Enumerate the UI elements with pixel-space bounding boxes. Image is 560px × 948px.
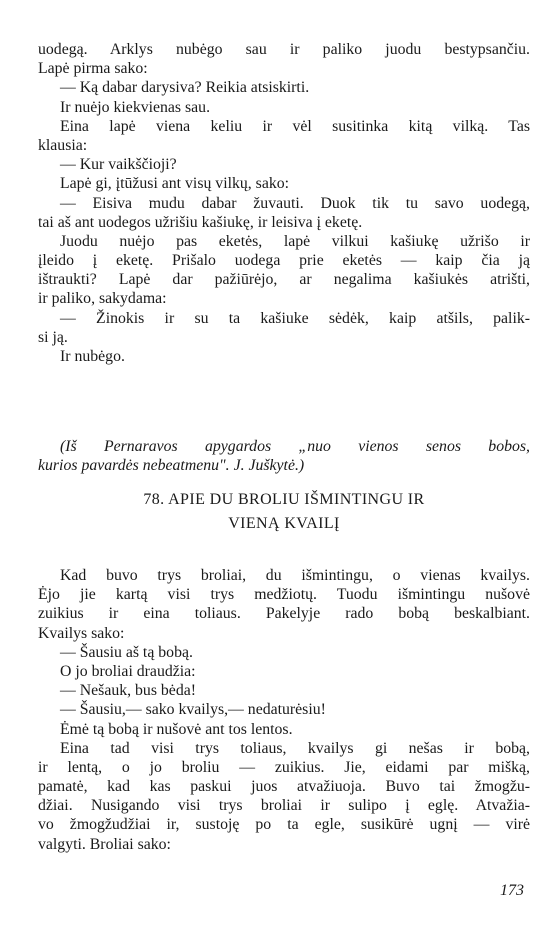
text-line: Eina lapė viena keliu ir vėl susitinka kitą vilką. Tas: [60, 117, 530, 135]
text-line: — Šausiu aš tą bobą.: [60, 643, 193, 661]
text-line: valgyti. Broliai sako:: [38, 835, 171, 853]
source-note: [38, 437, 530, 475]
text-line: Eina tad visi trys toliaus, kvailys gi nešas ir bobą,: [60, 739, 530, 757]
text-line: Ir nuėjo kiekvienas sau.: [60, 98, 211, 116]
text-line: Kvailys sako:: [38, 624, 125, 642]
source-note-line: (Iš Pernaravos apygardos „nuo vienos senos bobos,: [60, 438, 530, 455]
text-line: O jo broliai draudžia:: [60, 662, 196, 680]
text-line: — Nešauk, bus bėda!: [60, 682, 196, 700]
text-line: Ėmė tą bobą ir nušovė ant tos lentos.: [60, 720, 293, 738]
text-line: zuikius ir eina toliaus. Pakelyje rado bobą beskalbiant.: [38, 605, 530, 623]
story-continuation: [38, 40, 530, 366]
text-line: ir lentą, o jo broliu — zuikius. Jie, eidami par mišką,: [38, 758, 530, 776]
page-number: 173: [500, 882, 524, 899]
text-line: džiai. Nusigando visi trys broliai ir sulipo į eglę. Atvažia-: [38, 797, 530, 815]
text-line: ir paliko, sakydama:: [38, 290, 167, 308]
text-line: tai aš ant uodegos užrišiu kašiukę, ir leisiva į eketę.: [38, 213, 363, 231]
text-line: Kad buvo trys broliai, du išmintingu, o vienas kvailys.: [60, 567, 530, 584]
text-line: įleido į eketę. Prišalo uodega prie eketės — kaip čia ją: [38, 252, 530, 270]
text-line: vo žmogžudžiai ir, sustoję po ta egle, susikūrė ugnį — virė: [38, 816, 530, 834]
text-line: si ją.: [38, 328, 68, 346]
text-line: ištraukti? Lapė dar pažiūrėjo, ar negalima kašiukės atrišti,: [38, 271, 530, 289]
story-heading-line: 78. APIE DU BROLIU IŠMINTINGU IR: [143, 491, 425, 508]
text-line: Juodu nuėjo pas eketės, lapė vilkui kašiukę užrišo ir: [60, 232, 530, 250]
text-line: uodegą. Arklys nubėgo sau ir paliko juodu bestypsančiu.: [38, 41, 530, 58]
text-line: Lapė pirma sako:: [38, 60, 148, 78]
story-heading-line: VIENĄ KVAILĮ: [228, 515, 340, 532]
text-line: Ir nubėgo.: [60, 348, 125, 365]
text-line: pamatė, kad kas paskui juos atvažiuoja. Buvo tai žmogžu-: [38, 778, 530, 796]
text-line: — Ką dabar darysiva? Reikia atsiskirti.: [60, 79, 310, 97]
text-line: klausia:: [38, 136, 88, 154]
text-line: — Šausiu,— sako kvailys,— nedaturėsiu!: [60, 701, 326, 719]
source-note-line: kurios pavardės nebeatmenu". J. Juškytė.): [38, 457, 305, 475]
text-line: — Žinokis ir su ta kašiuke sėdėk, kaip atšils, palik-: [60, 309, 530, 327]
text-line: Lapė gi, įtūžusi ant visų vilkų, sako:: [60, 175, 290, 193]
text-line: — Kur vaikščioji?: [60, 156, 177, 174]
text-line: — Eisiva mudu dabar žuvauti. Duok tik tu savo uodegą,: [60, 194, 530, 212]
text-line: Ėjo jie kartą visi trys medžiotų. Tuodu išmintingu nušovė: [38, 586, 530, 604]
story-body: [38, 566, 530, 854]
